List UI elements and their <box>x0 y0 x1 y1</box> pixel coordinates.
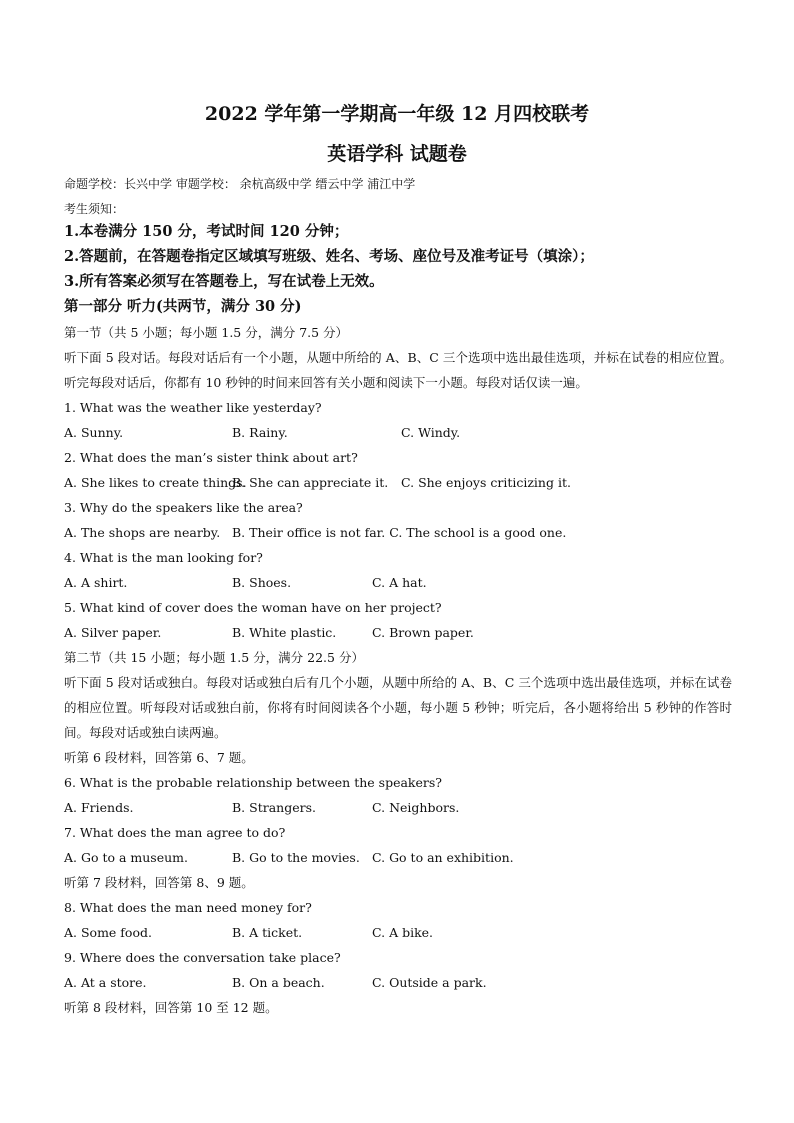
q7-option-a: A. Go to a museum. <box>64 850 188 865</box>
q8-option-a: A. Some food. <box>64 925 152 940</box>
material-8-note: 听第 8 段材料，回答第 10 至 12 题。 <box>64 1000 278 1015</box>
q9-option-a: A. At a store. <box>64 975 147 990</box>
q6-option-a: A. Friends. <box>64 800 134 815</box>
q8-option-c: C. A bike. <box>372 925 434 940</box>
q4-option-a: A. A shirt. <box>64 575 128 590</box>
q9-option-c: C. Outside a park. <box>372 975 487 990</box>
question-1: 1. What was the weather like yesterday? <box>64 400 322 415</box>
notice-item-3: 3.所有答案必须写在答题卷上，写在试卷上无效。 <box>64 273 384 290</box>
exam-title: 2022 学年第一学期高一年级 12 月四校联考 <box>204 103 590 125</box>
q1-option-b: B. Rainy. <box>232 425 288 440</box>
exam-subtitle: 英语学科 试题卷 <box>327 143 467 165</box>
q2-option-a: A. She likes to create things. <box>64 475 247 490</box>
q2-option-c: C. She enjoys criticizing it. <box>401 475 571 490</box>
section2-instructions: 听下面 5 段对话或独白。每段对话或独白后有几个小题，从题中所给的 A、B、C 三个选项中选出最佳选项，并标在试卷的相应位置。听每段对话或独白前，你将有时间阅读各个小题，每小题 5 秒钟；听完后，各小题将给出 5 秒钟的作答时间。每段对话或独白读两遍。 <box>64 675 732 740</box>
question-4: 4. What is the man looking for? <box>64 550 263 565</box>
q1-option-a: A. Sunny. <box>64 425 124 440</box>
question-9: 9. Where does the conversation take place? <box>64 950 341 965</box>
q1-option-c: C. Windy. <box>401 425 461 440</box>
q2-option-b: B. She can appreciate it. <box>232 475 389 490</box>
material-6-note: 听第 6 段材料，回答第 6、7 题。 <box>64 750 254 765</box>
notice-item-2: 2.答题前，在答题卷指定区域填写班级、姓名、考场、座位号及准考证号（填涂）； <box>64 248 594 265</box>
q7-option-c: C. Go to an exhibition. <box>372 850 514 865</box>
question-6: 6. What is the probable relationship between the speakers? <box>64 775 442 790</box>
q5-option-a: A. Silver paper. <box>64 625 162 640</box>
part1-title: 第一部分 听力(共两节，满分 30 分) <box>64 298 302 315</box>
question-5: 5. What kind of cover does the woman have on her project? <box>64 600 442 615</box>
q6-option-b: B. Strangers. <box>232 800 316 815</box>
notice-heading: 考生须知： <box>64 202 125 216</box>
q9-option-b: B. On a beach. <box>232 975 325 990</box>
school-info: 命题学校：长兴中学 审题学校： 余杭高级中学 缙云中学 浦江中学 <box>64 177 416 191</box>
q3-option-a: A. The shops are nearby. <box>64 525 221 540</box>
q6-option-c: C. Neighbors. <box>372 800 460 815</box>
material-7-note: 听第 7 段材料，回答第 8、9 题。 <box>64 875 254 890</box>
q5-option-c: C. Brown paper. <box>372 625 474 640</box>
question-7: 7. What does the man agree to do? <box>64 825 286 840</box>
section1-title: 第一节（共 5 小题；每小题 1.5 分，满分 7.5 分） <box>64 325 349 340</box>
section2-title: 第二节（共 15 小题；每小题 1.5 分，满分 22.5 分） <box>64 650 364 665</box>
q8-option-b: B. A ticket. <box>232 925 303 940</box>
question-3: 3. Why do the speakers like the area? <box>64 500 303 515</box>
q3-option-b: B. Their office is not far. C. The school is a good one. <box>232 525 567 540</box>
q4-option-c: C. A hat. <box>372 575 427 590</box>
notice-item-1: 1.本卷满分 150 分，考试时间 120 分钟； <box>64 223 349 240</box>
q7-option-b: B. Go to the movies. <box>232 850 360 865</box>
section1-instructions: 听下面 5 段对话。每段对话后有一个小题，从题中所给的 A、B、C 三个选项中选出最佳选项，并标在试卷的相应位置。听完每段对话后，你都有 10 秒钟的时间来回答有关小题和阅读下一小题。每段对话仅读一遍。 <box>64 350 732 390</box>
q4-option-b: B. Shoes. <box>232 575 292 590</box>
question-2: 2. What does the man’s sister think about art? <box>64 450 358 465</box>
q5-option-b: B. White plastic. <box>232 625 337 640</box>
question-8: 8. What does the man need money for? <box>64 900 312 915</box>
